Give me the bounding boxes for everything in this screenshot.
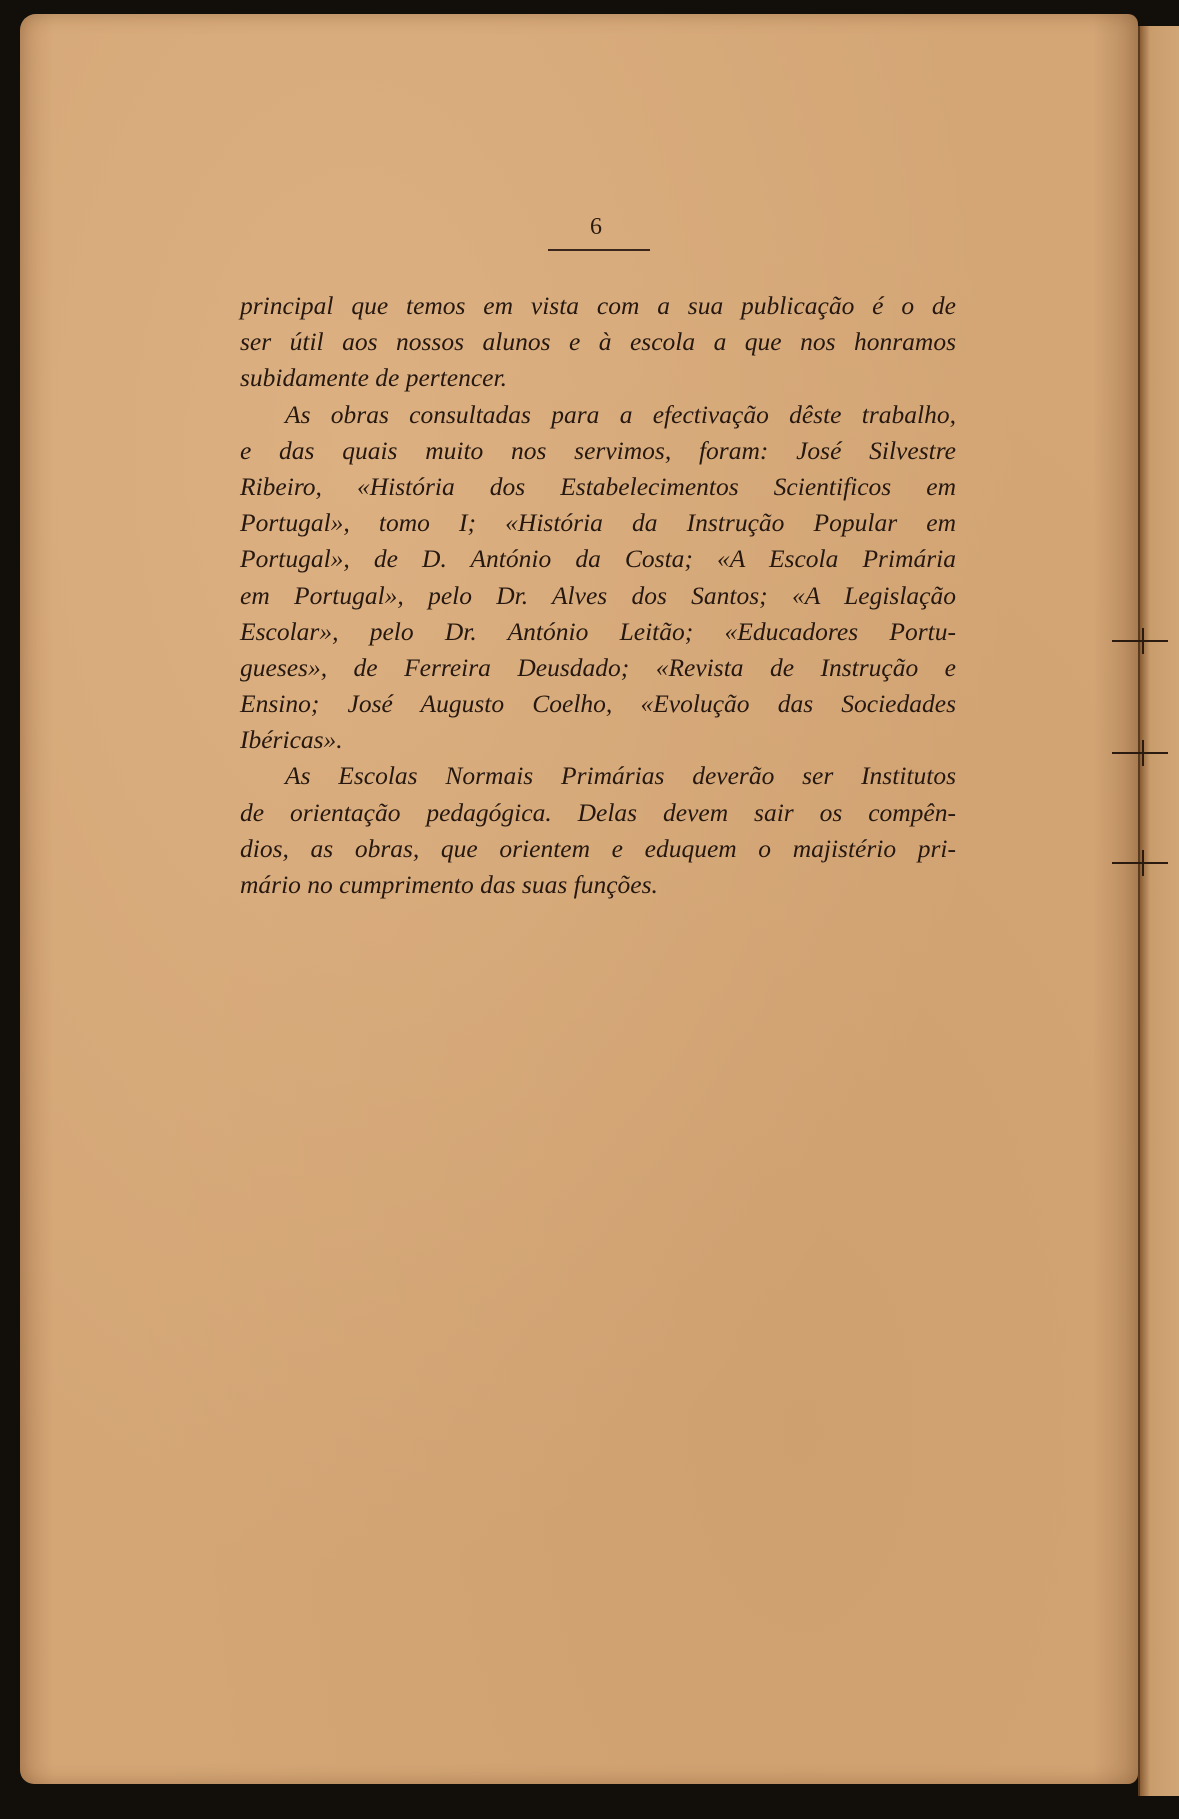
- text-line: Ibéricas».: [240, 725, 343, 755]
- crop-mark: [1112, 640, 1168, 642]
- page-number: 6: [590, 214, 602, 240]
- text-line: e das quais muito nos servimos, foram: José Silvestre: [240, 435, 956, 465]
- text-line: ser útil aos nossos alunos e à escola a que nos honramos: [240, 327, 956, 357]
- text-line: subidamente de pertencer.: [240, 363, 507, 393]
- text-line: As obras consultadas para a efectivação dêste trabalho,: [285, 399, 956, 429]
- text-line: As Escolas Normais Primárias deverão ser Institutos: [285, 761, 956, 791]
- crop-mark-tick: [1142, 850, 1144, 876]
- text-line: dios, as obras, que orientem e eduquem o majistério pri-: [240, 833, 956, 863]
- text-line: principal que temos em vista com a sua publicação é o de: [240, 291, 956, 320]
- body-text: [240, 288, 956, 903]
- page-number-rule: [548, 249, 650, 251]
- text-line: Ribeiro, «História dos Estabelecimentos Scientificos em: [240, 471, 956, 501]
- text-line: de orientação pedagógica. Delas devem sair os compên-: [240, 797, 956, 827]
- crop-mark: [1112, 862, 1168, 864]
- text-line: Ensino; José Augusto Coelho, «Evolução das Sociedades: [240, 689, 956, 719]
- text-line: mário no cumprimento das suas funções.: [240, 870, 658, 899]
- text-line: gueses», de Ferreira Deusdado; «Revista de Instrução e: [240, 652, 956, 682]
- crop-mark-tick: [1142, 740, 1144, 766]
- adjacent-page-edge: [1138, 26, 1179, 1796]
- crop-mark-tick: [1142, 628, 1144, 654]
- text-line: Portugal», tomo I; «História da Instrução Popular em: [240, 508, 956, 538]
- text-line: Escolar», pelo Dr. António Leitão; «Educadores Portu-: [240, 616, 956, 646]
- crop-mark: [1112, 752, 1168, 754]
- text-line: Portugal», de D. António da Costa; «A Escola Primária: [240, 544, 956, 574]
- text-line: em Portugal», pelo Dr. Alves dos Santos; «A Legislação: [240, 580, 956, 610]
